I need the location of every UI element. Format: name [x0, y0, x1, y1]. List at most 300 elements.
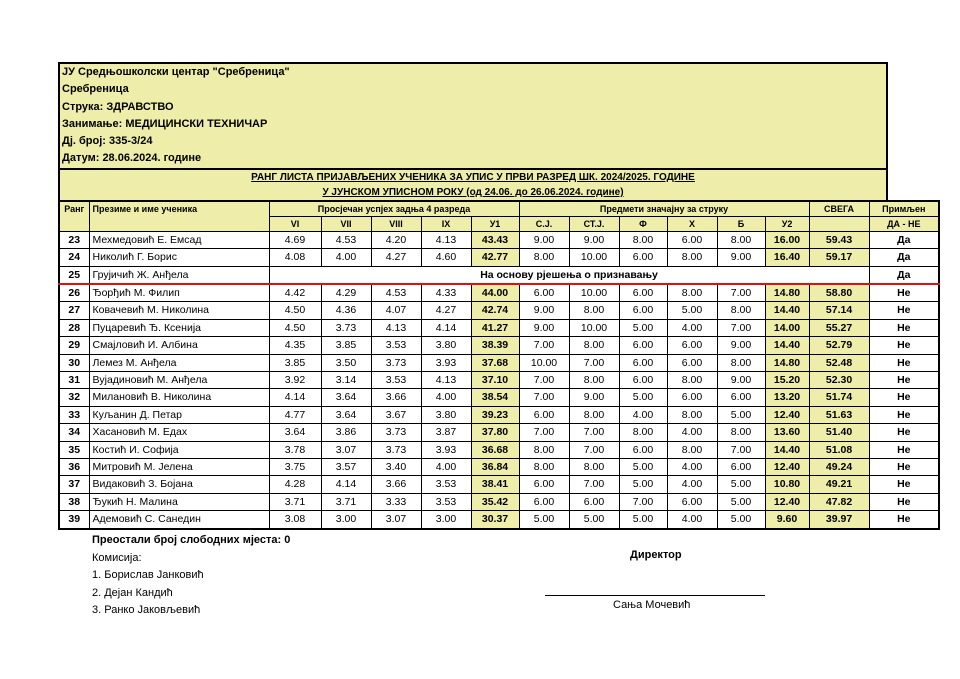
- subject-grade-cell: 7.00: [717, 284, 765, 302]
- subject-grade-cell: 7.00: [519, 424, 569, 441]
- u2-cell: 13.60: [765, 424, 809, 441]
- avg-col-header: VI: [269, 216, 321, 231]
- subject-grade-cell: 5.00: [519, 511, 569, 529]
- subject-grade-cell: 9.00: [569, 389, 619, 406]
- grade-avg-cell: 4.27: [371, 249, 421, 266]
- table-row: [59, 372, 939, 389]
- grade-avg-cell: 3.14: [321, 372, 371, 389]
- total-cell: 49.24: [809, 459, 869, 476]
- table-row: [59, 441, 939, 458]
- subject-grade-cell: 7.00: [569, 354, 619, 371]
- grade-avg-cell: 3.78: [269, 441, 321, 458]
- grade-avg-cell: 3.80: [421, 406, 471, 423]
- subject-grade-cell: 5.00: [717, 406, 765, 423]
- subject-grade-cell: 6.00: [519, 284, 569, 302]
- subject-grade-cell: 5.00: [619, 389, 667, 406]
- grade-avg-cell: 3.86: [321, 424, 371, 441]
- rank-cell: 30: [59, 354, 89, 371]
- accepted-cell: Не: [869, 302, 939, 319]
- grade-avg-cell: 3.64: [321, 406, 371, 423]
- u1-cell: 38.54: [471, 389, 519, 406]
- rank-cell: 23: [59, 231, 89, 248]
- grade-avg-cell: 3.75: [269, 459, 321, 476]
- avg-col-header: VII: [321, 216, 371, 231]
- rank-cell: 39: [59, 511, 89, 529]
- subject-grade-cell: 10.00: [519, 354, 569, 371]
- title-line-1: РАНГ ЛИСТА ПРИЈАВЉЕНИХ УЧЕНИКА ЗА УПИС У ПРВИ РАЗРЕД ШК. 2024/2025. ГОДИНЕ: [251, 171, 695, 183]
- u1-cell: 39.23: [471, 406, 519, 423]
- subject-grade-cell: 5.00: [717, 476, 765, 493]
- institution-name: ЈУ Средњошколски центар "Сребреница": [62, 66, 290, 78]
- subject-grade-cell: 5.00: [619, 459, 667, 476]
- total-subheader: [809, 216, 869, 231]
- student-name-cell: Куљанин Д. Петар: [89, 406, 269, 423]
- table-row: [59, 266, 939, 284]
- table-row: [59, 511, 939, 529]
- grade-avg-cell: 3.53: [421, 476, 471, 493]
- subject-grade-cell: 4.00: [667, 319, 717, 336]
- u2-cell: 14.80: [765, 284, 809, 302]
- total-cell: 49.21: [809, 476, 869, 493]
- subject-grade-cell: 7.00: [569, 441, 619, 458]
- doc-number: Дј. број: 335-3/24: [62, 135, 153, 148]
- grade-avg-cell: 3.73: [371, 424, 421, 441]
- subject-grade-cell: 6.00: [519, 493, 569, 510]
- subject-grade-cell: 8.00: [519, 459, 569, 476]
- u1-cell: 42.74: [471, 302, 519, 319]
- subject-grade-cell: 8.00: [519, 441, 569, 458]
- grade-avg-cell: 4.14: [321, 476, 371, 493]
- doc-date: Датум: 28.06.2024. године: [62, 152, 202, 165]
- u1-cell: 36.68: [471, 441, 519, 458]
- subject-grade-cell: 5.00: [667, 302, 717, 319]
- student-name-cell: Ковачевић М. Николина: [89, 302, 269, 319]
- commission-label: Комисија:: [92, 551, 142, 564]
- subject-grade-cell: 8.00: [717, 354, 765, 371]
- rank-cell: 28: [59, 319, 89, 336]
- student-name-cell: Грујичић Ж. Анђела: [89, 266, 269, 284]
- subject-grade-cell: 5.00: [569, 511, 619, 529]
- student-name-cell: Видаковић З. Бојана: [89, 476, 269, 493]
- signature-line: [545, 595, 765, 596]
- subject-grade-cell: 8.00: [667, 284, 717, 302]
- subject-grade-cell: 6.00: [667, 493, 717, 510]
- remaining-seats: Преостали број слободних мјеста: 0: [92, 534, 291, 546]
- subject-grade-cell: 8.00: [667, 441, 717, 458]
- total-cell: 47.82: [809, 493, 869, 510]
- grade-avg-cell: 4.07: [371, 302, 421, 319]
- subject-col-header: Ф: [619, 216, 667, 231]
- subject-grade-cell: 6.00: [717, 459, 765, 476]
- avg-col-header: IX: [421, 216, 471, 231]
- subject-grade-cell: 6.00: [619, 284, 667, 302]
- subject-grade-cell: 9.00: [519, 231, 569, 248]
- total-cell: 51.63: [809, 406, 869, 423]
- grade-avg-cell: 3.92: [269, 372, 321, 389]
- grade-avg-cell: 4.28: [269, 476, 321, 493]
- student-name-cell: Вујадиновић М. Анђела: [89, 372, 269, 389]
- table-row: [59, 406, 939, 423]
- student-name-cell: Мехмедовић Е. Емсад: [89, 231, 269, 248]
- recognition-note-cell: На основу рјешења о признавању: [269, 266, 869, 284]
- grade-avg-cell: 4.29: [321, 284, 371, 302]
- rank-cell: 38: [59, 493, 89, 510]
- table-row: [59, 476, 939, 493]
- grade-avg-cell: 3.71: [321, 493, 371, 510]
- subject-grade-cell: 7.00: [619, 493, 667, 510]
- accepted-header: Примљен: [869, 201, 939, 217]
- grade-avg-cell: 3.57: [321, 459, 371, 476]
- city: Сребреница: [62, 83, 129, 96]
- total-cell: 59.43: [809, 231, 869, 248]
- subject-grade-cell: 6.00: [667, 389, 717, 406]
- grade-avg-cell: 3.93: [421, 441, 471, 458]
- subject-grade-cell: 5.00: [717, 511, 765, 529]
- director-name: Сања Мочевић: [613, 599, 691, 611]
- grade-avg-cell: 4.14: [269, 389, 321, 406]
- subject-grade-cell: 6.00: [667, 354, 717, 371]
- rank-cell: 24: [59, 249, 89, 266]
- grade-avg-cell: 3.08: [269, 511, 321, 529]
- accepted-cell: Не: [869, 319, 939, 336]
- grade-avg-cell: 4.14: [421, 319, 471, 336]
- rank-cell: 32: [59, 389, 89, 406]
- table-row: [59, 231, 939, 248]
- grade-avg-cell: 3.93: [421, 354, 471, 371]
- subject-grade-cell: 9.00: [519, 319, 569, 336]
- total-cell: 52.48: [809, 354, 869, 371]
- u1-cell: 44.00: [471, 284, 519, 302]
- u1-cell: 37.10: [471, 372, 519, 389]
- accepted-subheader: ДА - НЕ: [869, 216, 939, 231]
- subject-grade-cell: 9.00: [717, 249, 765, 266]
- rank-cell: 27: [59, 302, 89, 319]
- grade-avg-cell: 4.50: [269, 319, 321, 336]
- grade-avg-cell: 4.13: [371, 319, 421, 336]
- student-name-cell: Милановић В. Николина: [89, 389, 269, 406]
- subject-grade-cell: 7.00: [717, 441, 765, 458]
- total-cell: 55.27: [809, 319, 869, 336]
- accepted-cell: Не: [869, 476, 939, 493]
- accepted-cell: Не: [869, 389, 939, 406]
- grade-avg-cell: 4.69: [269, 231, 321, 248]
- accepted-cell: Не: [869, 493, 939, 510]
- list-title: [58, 168, 888, 200]
- commission-member-1: 1. Борислав Јанковић: [92, 569, 204, 581]
- total-cell: 58.80: [809, 284, 869, 302]
- subject-grade-cell: 6.00: [619, 372, 667, 389]
- subject-grade-cell: 4.00: [667, 511, 717, 529]
- total-cell: 39.97: [809, 511, 869, 529]
- subject-grade-cell: 6.00: [667, 231, 717, 248]
- accepted-cell: Да: [869, 266, 939, 284]
- grade-avg-cell: 4.50: [269, 302, 321, 319]
- rank-cell: 26: [59, 284, 89, 302]
- u1-cell: 30.37: [471, 511, 519, 529]
- rank-cell: 31: [59, 372, 89, 389]
- total-cell: 52.30: [809, 372, 869, 389]
- subject-grade-cell: 7.00: [717, 319, 765, 336]
- u1-cell: 42.77: [471, 249, 519, 266]
- total-cell: 57.14: [809, 302, 869, 319]
- accepted-cell: Да: [869, 231, 939, 248]
- grade-avg-cell: 3.07: [371, 511, 421, 529]
- header-row-1: [59, 201, 939, 217]
- rank-cell: 35: [59, 441, 89, 458]
- student-name-cell: Ђукић Н. Малина: [89, 493, 269, 510]
- u1-cell: 38.41: [471, 476, 519, 493]
- subject-grade-cell: 8.00: [569, 372, 619, 389]
- subject-grade-cell: 6.00: [619, 337, 667, 354]
- occupation: Занимање: МЕДИЦИНСКИ ТЕХНИЧАР: [62, 117, 268, 130]
- u2-cell: 13.20: [765, 389, 809, 406]
- subject-grade-cell: 7.00: [569, 424, 619, 441]
- student-name-cell: Лемез М. Анђела: [89, 354, 269, 371]
- field: Струка: ЗДРАВСТВО: [62, 100, 174, 113]
- rank-header: Ранг: [59, 201, 89, 232]
- u1-cell: 43.43: [471, 231, 519, 248]
- grade-avg-cell: 4.35: [269, 337, 321, 354]
- subject-grade-cell: 5.00: [619, 319, 667, 336]
- u2-cell: 14.40: [765, 302, 809, 319]
- grade-avg-cell: 4.13: [421, 231, 471, 248]
- subject-grade-cell: 5.00: [619, 511, 667, 529]
- student-name-cell: Адемовић С. Санедин: [89, 511, 269, 529]
- table-row: [59, 389, 939, 406]
- subject-grade-cell: 6.00: [519, 406, 569, 423]
- grade-avg-cell: 4.20: [371, 231, 421, 248]
- subject-col-header: Х: [667, 216, 717, 231]
- u2-cell: 10.80: [765, 476, 809, 493]
- grade-avg-cell: 4.00: [421, 389, 471, 406]
- subject-grade-cell: 10.00: [569, 284, 619, 302]
- total-cell: 51.08: [809, 441, 869, 458]
- u1-cell: 38.39: [471, 337, 519, 354]
- subject-grade-cell: 9.00: [717, 337, 765, 354]
- subject-grade-cell: 5.00: [619, 476, 667, 493]
- grade-avg-cell: 4.13: [421, 372, 471, 389]
- grade-avg-cell: 3.85: [321, 337, 371, 354]
- u1-cell: 37.68: [471, 354, 519, 371]
- subject-grade-cell: 10.00: [569, 249, 619, 266]
- grade-avg-cell: 3.53: [371, 372, 421, 389]
- table-row: [59, 302, 939, 319]
- rank-cell: 37: [59, 476, 89, 493]
- grade-avg-cell: 4.33: [421, 284, 471, 302]
- accepted-cell: Не: [869, 441, 939, 458]
- grade-avg-cell: 4.27: [421, 302, 471, 319]
- accepted-cell: Не: [869, 459, 939, 476]
- total-header: СВЕГА: [809, 201, 869, 217]
- total-cell: 59.17: [809, 249, 869, 266]
- subject-grade-cell: 4.00: [667, 424, 717, 441]
- commission-member-3: 3. Ранко Јаковљевић: [92, 604, 201, 616]
- grade-avg-cell: 4.53: [371, 284, 421, 302]
- grade-avg-cell: 3.33: [371, 493, 421, 510]
- grade-avg-cell: 3.64: [269, 424, 321, 441]
- subject-grade-cell: 6.00: [667, 337, 717, 354]
- u1-cell: 36.84: [471, 459, 519, 476]
- subject-grade-cell: 7.00: [519, 372, 569, 389]
- subject-grade-cell: 8.00: [569, 459, 619, 476]
- grade-avg-cell: 3.07: [321, 441, 371, 458]
- student-name-cell: Митровић М. Јелена: [89, 459, 269, 476]
- table-row: [59, 459, 939, 476]
- grade-avg-cell: 3.40: [371, 459, 421, 476]
- table-row: [59, 284, 939, 302]
- student-name-cell: Николић Г. Борис: [89, 249, 269, 266]
- subject-grade-cell: 8.00: [717, 302, 765, 319]
- grade-avg-cell: 3.73: [371, 441, 421, 458]
- accepted-cell: Не: [869, 337, 939, 354]
- subject-grade-cell: 9.00: [717, 372, 765, 389]
- grade-avg-cell: 3.53: [371, 337, 421, 354]
- rank-table: [58, 200, 940, 530]
- accepted-cell: Не: [869, 284, 939, 302]
- subject-grade-cell: 8.00: [569, 406, 619, 423]
- grade-avg-cell: 3.00: [321, 511, 371, 529]
- rank-list-sheet: [58, 62, 926, 530]
- subject-grade-cell: 9.00: [569, 231, 619, 248]
- subject-grade-cell: 9.00: [519, 302, 569, 319]
- subject-grade-cell: 5.00: [717, 493, 765, 510]
- grade-avg-cell: 4.60: [421, 249, 471, 266]
- subject-grade-cell: 8.00: [619, 424, 667, 441]
- grade-avg-cell: 3.80: [421, 337, 471, 354]
- student-name-cell: Пуцаревић Ђ. Ксенија: [89, 319, 269, 336]
- table-row: [59, 354, 939, 371]
- accepted-cell: Да: [869, 249, 939, 266]
- subject-col-header: СТ.Ј.: [569, 216, 619, 231]
- director-title: Директор: [630, 549, 682, 561]
- subject-grade-cell: 8.00: [717, 424, 765, 441]
- grade-avg-cell: 4.36: [321, 302, 371, 319]
- grade-avg-cell: 4.42: [269, 284, 321, 302]
- u2-cell: 12.40: [765, 406, 809, 423]
- student-name-cell: Смајловић И. Албина: [89, 337, 269, 354]
- rank-cell: 29: [59, 337, 89, 354]
- subject-grade-cell: 4.00: [667, 459, 717, 476]
- grade-avg-cell: 3.53: [421, 493, 471, 510]
- grade-avg-cell: 3.66: [371, 476, 421, 493]
- grade-avg-cell: 3.73: [371, 354, 421, 371]
- accepted-cell: Не: [869, 511, 939, 529]
- subject-grade-cell: 8.00: [667, 249, 717, 266]
- rank-cell: 33: [59, 406, 89, 423]
- grade-avg-cell: 3.50: [321, 354, 371, 371]
- table-row: [59, 424, 939, 441]
- student-name-cell: Ђорђић М. Филип: [89, 284, 269, 302]
- subject-grade-cell: 6.00: [619, 249, 667, 266]
- grade-avg-cell: 4.77: [269, 406, 321, 423]
- grade-avg-cell: 3.00: [421, 511, 471, 529]
- u2-cell: 14.80: [765, 354, 809, 371]
- subjects-group-header: Предмети значајну за струку: [519, 201, 809, 217]
- subject-grade-cell: 4.00: [619, 406, 667, 423]
- table-row: [59, 337, 939, 354]
- commission-member-2: 2. Дејан Кандић: [92, 586, 173, 599]
- accepted-cell: Не: [869, 372, 939, 389]
- grade-avg-cell: 3.64: [321, 389, 371, 406]
- u2-cell: 14.00: [765, 319, 809, 336]
- accepted-cell: Не: [869, 406, 939, 423]
- footer: [92, 532, 290, 620]
- subject-grade-cell: 6.00: [619, 441, 667, 458]
- subject-grade-cell: 6.00: [569, 493, 619, 510]
- u2-cell: 14.40: [765, 337, 809, 354]
- document-header: [58, 62, 888, 168]
- subject-grade-cell: 7.00: [569, 476, 619, 493]
- subject-grade-cell: 7.00: [519, 389, 569, 406]
- subject-col-header: Б: [717, 216, 765, 231]
- grade-avg-cell: 4.00: [321, 249, 371, 266]
- grade-avg-cell: 4.53: [321, 231, 371, 248]
- avg-col-header: VIII: [371, 216, 421, 231]
- u2-cell: 15.20: [765, 372, 809, 389]
- subject-grade-cell: 8.00: [569, 337, 619, 354]
- grade-avg-cell: 3.87: [421, 424, 471, 441]
- title-line-2: У ЈУНСКОМ УПИСНОМ РОКУ (од 24.06. до 26.06.2024. године): [322, 186, 624, 198]
- u1-cell: 37.80: [471, 424, 519, 441]
- subject-col-header: С.Ј.: [519, 216, 569, 231]
- subject-grade-cell: 8.00: [619, 231, 667, 248]
- student-name-cell: Хасановић М. Едах: [89, 424, 269, 441]
- accepted-cell: Не: [869, 424, 939, 441]
- table-row: [59, 319, 939, 336]
- u2-cell: 12.40: [765, 459, 809, 476]
- subject-grade-cell: 4.00: [667, 476, 717, 493]
- grade-avg-cell: 3.66: [371, 389, 421, 406]
- grade-avg-cell: 3.85: [269, 354, 321, 371]
- u2-cell: 16.00: [765, 231, 809, 248]
- subject-grade-cell: 7.00: [519, 337, 569, 354]
- avg-col-header: У1: [471, 216, 519, 231]
- grade-avg-cell: 4.08: [269, 249, 321, 266]
- subject-grade-cell: 6.00: [619, 354, 667, 371]
- total-cell: 52.79: [809, 337, 869, 354]
- rank-cell: 25: [59, 266, 89, 284]
- grade-avg-cell: 3.73: [321, 319, 371, 336]
- subject-grade-cell: 8.00: [519, 249, 569, 266]
- subject-grade-cell: 8.00: [667, 406, 717, 423]
- table-row: [59, 493, 939, 510]
- subject-grade-cell: 8.00: [717, 231, 765, 248]
- total-cell: 51.40: [809, 424, 869, 441]
- u1-cell: 35.42: [471, 493, 519, 510]
- grade-avg-cell: 4.00: [421, 459, 471, 476]
- u2-cell: 14.40: [765, 441, 809, 458]
- u2-cell: 16.40: [765, 249, 809, 266]
- grade-avg-cell: 3.71: [269, 493, 321, 510]
- rank-cell: 36: [59, 459, 89, 476]
- subject-grade-cell: 6.00: [619, 302, 667, 319]
- subject-grade-cell: 8.00: [569, 302, 619, 319]
- subject-grade-cell: 10.00: [569, 319, 619, 336]
- subject-grade-cell: 8.00: [667, 372, 717, 389]
- rank-cell: 34: [59, 424, 89, 441]
- table-row: [59, 249, 939, 266]
- u2-cell: 12.40: [765, 493, 809, 510]
- total-cell: 51.74: [809, 389, 869, 406]
- grade-avg-cell: 3.67: [371, 406, 421, 423]
- name-header: Презиме и име ученика: [89, 201, 269, 232]
- student-name-cell: Костић И. Софија: [89, 441, 269, 458]
- u2-cell: 9.60: [765, 511, 809, 529]
- subject-grade-cell: 6.00: [717, 389, 765, 406]
- u1-cell: 41.27: [471, 319, 519, 336]
- accepted-cell: Не: [869, 354, 939, 371]
- subject-col-header: У2: [765, 216, 809, 231]
